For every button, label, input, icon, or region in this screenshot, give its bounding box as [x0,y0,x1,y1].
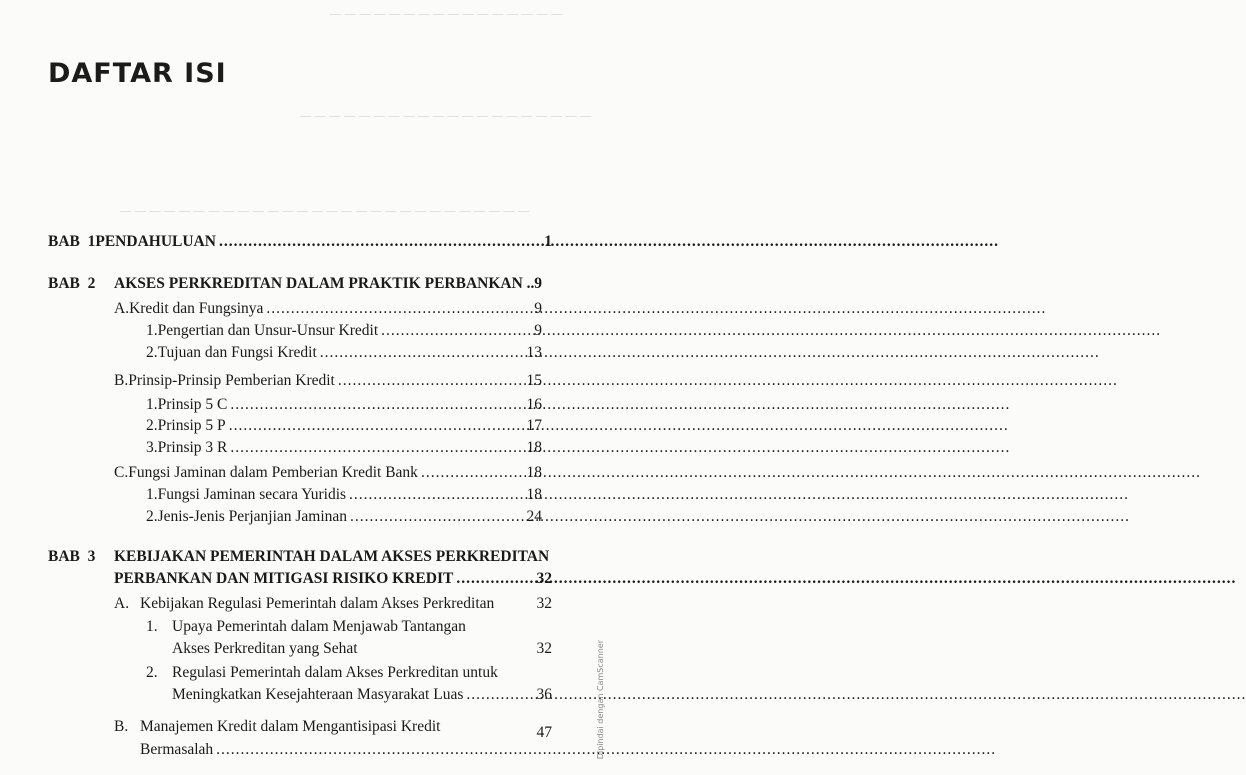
chapter-title-line-2: PERBANKAN DAN MITIGASI RISIKO KREDIT [114,570,454,587]
toc-item-row[interactable] [146,508,552,526]
toc-item-row-continued[interactable] [172,686,552,704]
item-title: Pengertian dan Unsur-Unsur Kredit [157,322,379,339]
page-number: 1 [544,233,552,250]
section-title: Kredit dan Fungsinya [129,300,264,317]
toc-item-row[interactable] [146,486,552,504]
toc-item-row[interactable] [146,322,552,340]
item-number: 2. [146,664,158,681]
leader-dots [216,741,996,759]
chapter-label: BAB [48,548,80,565]
toc-item-row[interactable] [146,618,552,636]
item-number: 2. [146,344,158,361]
section-letter: A. [114,595,130,612]
item-number: 3. [146,439,158,456]
toc-item-row[interactable] [146,396,552,414]
page-number: 13 [526,344,542,361]
toc-section-row[interactable] [114,372,552,390]
toc-section-row-continued[interactable] [140,741,552,759]
leader-dots [229,417,1009,435]
item-number: 2. [146,417,158,434]
item-title-line-1: Upaya Pemerintah dalam Menjawab Tantangan [172,618,466,635]
page-number: 32 [536,570,552,587]
toc-section-row[interactable] [114,300,552,318]
toc-item-row-continued[interactable] [172,640,552,658]
leader-dots [338,372,1118,390]
section-title: Prinsip-Prinsip Pemberian Kredit [128,372,335,389]
item-number: 1. [146,322,158,339]
chapter-number: 1 [87,233,96,250]
page-number: 32 [536,595,552,612]
page-number: 36 [536,686,552,703]
toc-chapter-row[interactable] [48,233,552,251]
page-number: 18 [526,486,542,503]
page-number: 16 [526,396,542,413]
item-title-line-1: Regulasi Pemerintah dalam Akses Perkreditan untuk [172,664,498,681]
leader-dots [266,300,1046,318]
page-number: 18 [526,464,542,481]
leader-dots [456,570,1236,588]
bleed-through-text: — — — — — — — — — — — — — — — — [330,8,563,20]
toc-item-row[interactable] [146,344,552,362]
section-letter: B. [114,718,129,735]
chapter-number: 2 [87,275,96,292]
leader-dots [381,322,1161,340]
page-number: 9 [534,275,542,292]
item-title-line-2: Akses Perkreditan yang Sehat [172,640,358,657]
page-number: 18 [526,439,542,456]
item-title: Tujuan dan Fungsi Kredit [157,344,317,361]
toc-item-row[interactable] [146,664,552,682]
page-number: 17 [526,417,542,434]
chapter-label: BAB [48,275,80,292]
item-number: 1. [146,618,158,635]
section-title-line-1: Manajemen Kredit dalam Mengantisipasi Kredit [140,718,441,735]
toc-section-row[interactable] [114,595,552,613]
leader-dots [350,508,1130,526]
item-title: Jenis-Jenis Perjanjian Jaminan [157,508,348,525]
toc-chapter-row[interactable] [48,275,552,293]
item-title-line-2: Meningkatkan Kesejahteraan Masyarakat Luas [172,686,464,703]
toc-section-row[interactable] [114,464,552,482]
section-letter: B. [114,372,129,389]
leader-dots [349,486,1129,504]
section-title-line-2: Bermasalah [140,741,214,758]
bleed-through-text: — — — — — — — — — — — — — — — — — — — — [300,110,592,122]
chapter-title: AKSES PERKREDITAN DALAM PRAKTIK PERBANKAN .. [114,275,535,292]
leader-dots [230,439,1010,457]
page-number: 9 [534,322,542,339]
page-title: DAFTAR ISI [48,58,227,89]
toc-item-row[interactable] [146,417,552,435]
chapter-label: BAB [48,233,80,250]
page-number: 32 [536,640,552,657]
item-title: Prinsip 5 P [157,417,226,434]
item-title: Prinsip 5 C [157,396,228,413]
section-title: Kebijakan Regulasi Pemerintah dalam Akses Perkreditan [140,595,495,612]
toc-item-row[interactable] [146,439,552,457]
item-number: 1. [146,396,158,413]
section-letter: C. [114,464,129,481]
item-title: Prinsip 3 R [157,439,228,456]
item-number: 2. [146,508,158,525]
leader-dots [219,233,999,251]
leader-dots [320,344,1100,362]
item-title: Fungsi Jaminan secara Yuridis [157,486,347,503]
toc-chapter-row[interactable] [48,548,552,566]
page-number: 9 [534,300,542,317]
page-number: 24 [526,508,542,525]
chapter-title: PENDAHULUAN [95,233,216,250]
leader-dots [466,686,1246,704]
item-number: 1. [146,486,158,503]
section-letter: A. [114,300,130,317]
toc-chapter-row-continued[interactable] [114,570,552,588]
bleed-through-text: — — — — — — — — — — — — — — — — — — — — — — — — — — — — [120,205,530,217]
chapter-number: 3 [87,548,96,565]
page-number: 15 [526,372,542,389]
chapter-title-line-1: KEBIJAKAN PEMERINTAH DALAM AKSES PERKREDITAN [114,548,550,565]
page-number: 47 [536,724,552,741]
section-title: Fungsi Jaminan dalam Pemberian Kredit Bank [128,464,418,481]
leader-dots [230,396,1010,414]
scanner-watermark: Dipindai dengan CamScanner [596,640,605,760]
toc-section-row[interactable] [114,718,552,741]
